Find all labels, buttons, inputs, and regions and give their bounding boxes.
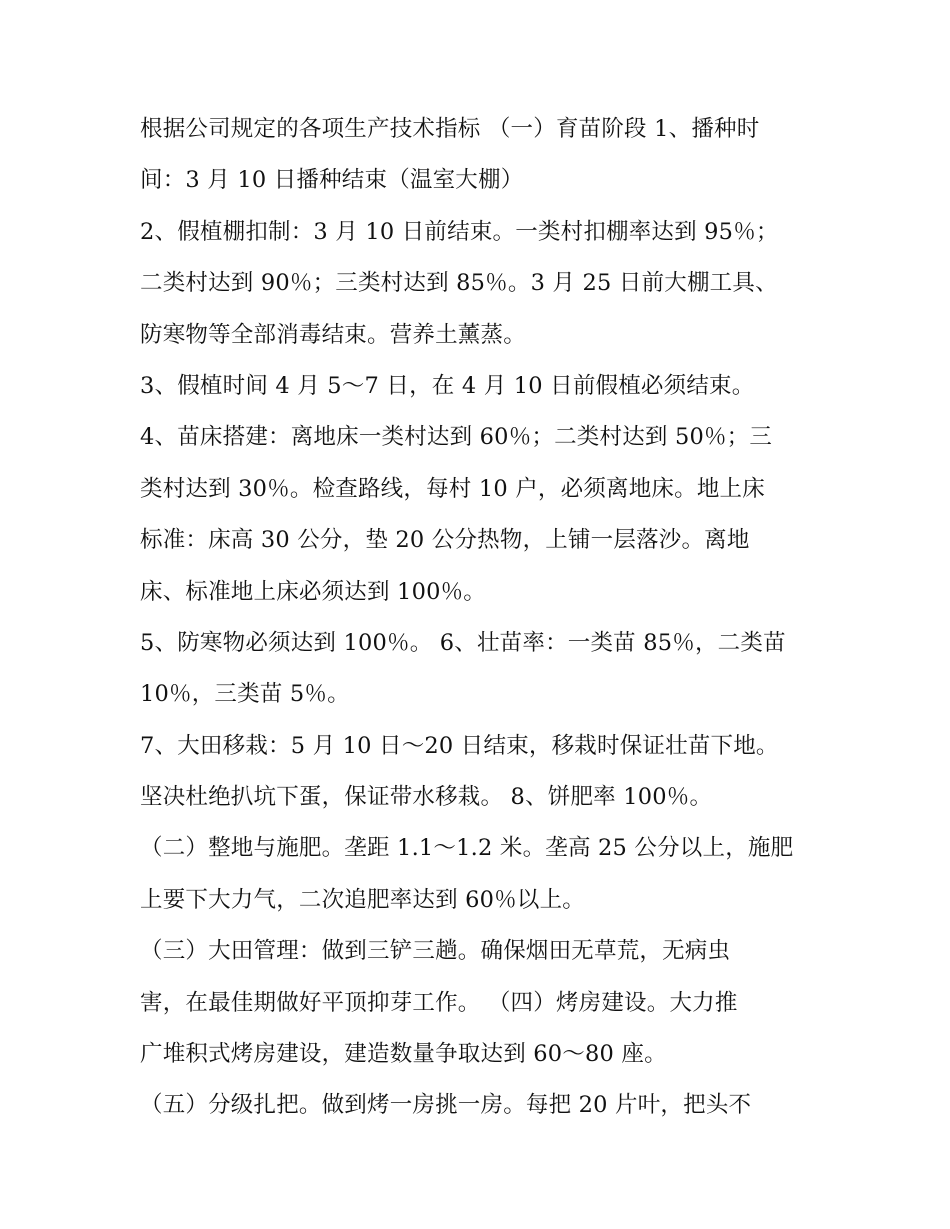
text-line: 2、假植棚扣制：3 月 10 日前结束。一类村扣棚率达到 95％；	[140, 218, 779, 245]
text-line: 二类村达到 90％；三类村达到 85％。3 月 25 日前大棚工具、	[140, 270, 778, 297]
text-line: 床、标准地上床必须达到 100％。	[140, 578, 486, 605]
text-line: 标准：床高 30 公分，垫 20 公分热物，上铺一层落沙。离地	[140, 527, 750, 554]
text-line: 防寒物等全部消毒结束。营养土薰蒸。	[140, 321, 526, 348]
text-line: 根据公司规定的各项生产技术指标 （一）育苗阶段 1、播种时	[140, 116, 760, 142]
document-body	[140, 104, 820, 1132]
text-line: 间：3 月 10 日播种结束（温室大棚）	[140, 167, 524, 194]
text-line: 类村达到 30％。检查路线，每村 10 户，必须离地床。地上床	[140, 475, 765, 502]
text-line: 4、苗床搭建：离地床一类村达到 60％；二类村达到 50％；三	[140, 424, 773, 451]
text-line: 10％，三类苗 5％。	[140, 681, 350, 708]
text-line: 广堆积式烤房建设，建造数量争取达到 60～80 座。	[140, 1041, 667, 1068]
text-line: 5、防寒物必须达到 100％。 6、壮苗率：一类苗 85％，二类苗	[140, 629, 786, 656]
text-line: 坚决杜绝扒坑下蛋，保证带水移栽。 8、饼肥率 100％。	[140, 784, 713, 811]
text-line: （五）分级扎把。做到烤一房挑一房。每把 20 片叶，把头不	[140, 1092, 752, 1119]
text-line: 害，在最佳期做好平顶抑芽工作。 （四）烤房建设。大力推	[140, 989, 738, 1016]
text-line: 3、假植时间 4 月 5～7 日，在 4 月 10 日前假植必须结束。	[140, 372, 755, 399]
text-line: （三）大田管理：做到三铲三趟。确保烟田无草荒，无病虫	[140, 938, 731, 965]
text-line: 7、大田移栽：5 月 10 日～20 日结束，移栽时保证壮苗下地。	[140, 732, 779, 759]
text-line: 上要下大力气，二次追肥率达到 60％以上。	[140, 886, 585, 913]
text-line: （二）整地与施肥。垄距 1.1～1.2 米。垄高 25 公分以上，施肥	[140, 835, 794, 862]
